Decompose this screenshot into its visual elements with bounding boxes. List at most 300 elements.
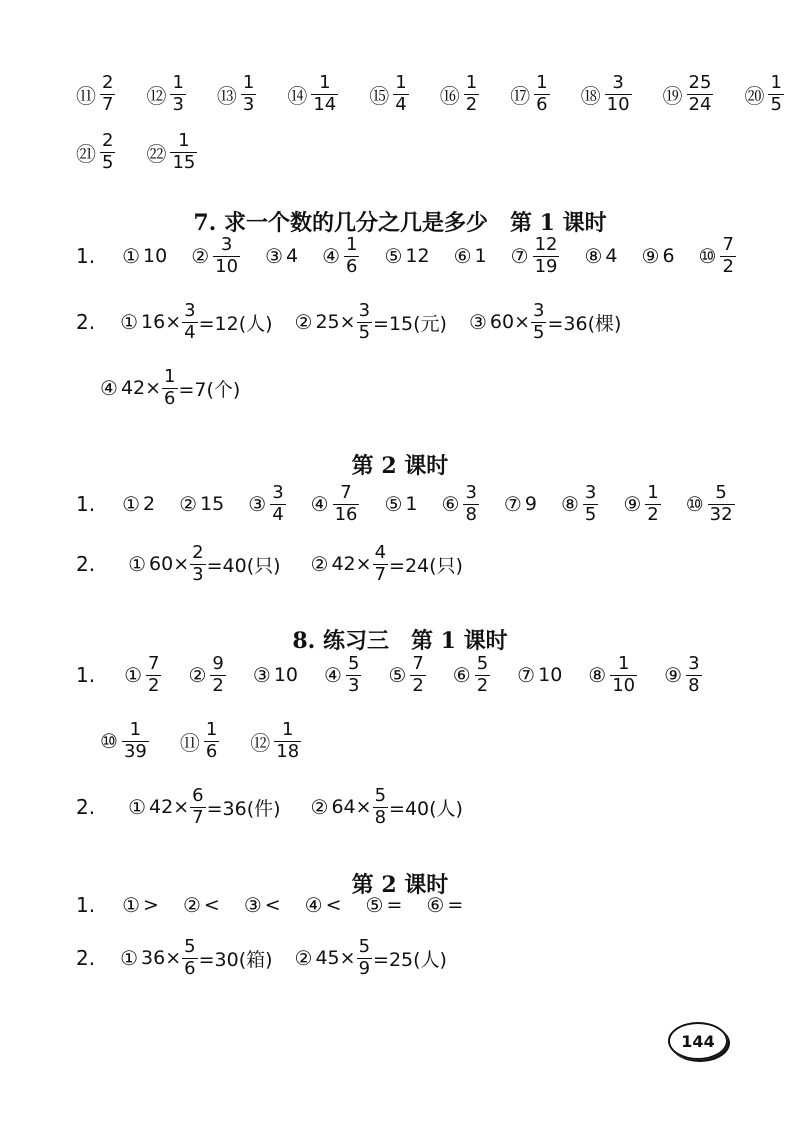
answer-item — [439, 71, 480, 115]
answer-text: =36(棵) — [547, 312, 622, 335]
answer-item — [100, 718, 150, 762]
page-number: 144 — [681, 1031, 715, 1051]
numerator: 1 — [164, 365, 176, 387]
answer-item — [76, 310, 98, 334]
item-number: ⑨ — [641, 244, 660, 268]
answer-text: =40(只) — [206, 554, 281, 577]
answer-item — [310, 481, 361, 525]
answer-item — [248, 481, 286, 525]
denominator: 10 — [612, 674, 636, 696]
denominator: 7 — [374, 563, 387, 585]
answer-text: 15 — [200, 493, 225, 515]
denominator: 5 — [770, 93, 782, 115]
item-number: ⑧ — [588, 663, 607, 687]
denominator: 6 — [536, 93, 548, 115]
answer-item — [128, 541, 281, 585]
answer-text: 4 — [286, 245, 299, 267]
item-number: ② — [310, 795, 329, 819]
numerator: 1 — [178, 129, 190, 151]
fraction — [373, 541, 388, 585]
answer-item — [642, 244, 675, 268]
fraction — [190, 784, 205, 828]
denominator: 39 — [123, 740, 147, 762]
answer-item — [366, 893, 403, 917]
answer-line — [76, 226, 740, 286]
answer-item — [384, 244, 429, 268]
numerator: 3 — [358, 299, 371, 321]
answer-text: > — [143, 894, 159, 916]
item-number: 2. — [76, 946, 96, 970]
answer-item — [324, 652, 362, 696]
fraction — [768, 71, 783, 115]
answer-item — [504, 492, 537, 516]
numerator: 1 — [465, 71, 478, 93]
fraction — [170, 71, 185, 115]
numerator: 1 — [395, 71, 407, 93]
denominator: 7 — [102, 93, 114, 115]
answer-item — [76, 795, 98, 819]
denominator: 5 — [102, 151, 114, 173]
answer-text: 10 — [538, 664, 563, 686]
answer-item — [698, 233, 737, 277]
answer-item — [685, 481, 736, 525]
denominator: 19 — [534, 255, 558, 277]
numerator: 1 — [647, 481, 659, 503]
numerator: 1 — [617, 652, 630, 674]
numerator: 7 — [340, 481, 352, 503]
answer-item — [250, 718, 302, 762]
denominator: 3 — [347, 674, 360, 696]
answer-line — [76, 777, 740, 837]
item-number: ⑬ — [216, 83, 237, 108]
fraction — [204, 718, 219, 762]
item-number: 1. — [76, 893, 96, 917]
numerator: 1 — [282, 718, 294, 740]
answer-item — [388, 652, 426, 696]
item-number: ㉒ — [146, 141, 167, 166]
denominator: 3 — [192, 563, 204, 585]
denominator: 2 — [722, 255, 734, 277]
numerator: 1 — [319, 71, 331, 93]
fraction — [190, 541, 205, 585]
denominator: 2 — [465, 93, 478, 115]
denominator: 15 — [172, 151, 196, 173]
answer-item — [662, 71, 715, 115]
item-number: ① — [128, 795, 147, 819]
section-heading: 8. 练习三 第 1 课时 — [292, 628, 508, 654]
answer-item — [287, 71, 339, 115]
answer-text: 42× — [149, 796, 190, 818]
answer-item — [253, 663, 298, 687]
answer-text: < — [203, 894, 220, 916]
answer-item — [124, 652, 162, 696]
item-number: ⑦ — [510, 244, 529, 268]
fraction — [464, 71, 479, 115]
item-number: ⑩ — [698, 244, 717, 268]
answer-item — [580, 71, 633, 115]
fraction — [100, 129, 115, 173]
item-number: ⑪ — [76, 83, 96, 108]
fraction — [270, 481, 285, 525]
answer-text: =24(只) — [389, 554, 463, 577]
denominator: 5 — [358, 321, 371, 343]
item-number: ② — [179, 492, 198, 516]
answer-item — [146, 71, 186, 115]
answer-item — [76, 663, 98, 687]
item-number: ③ — [468, 310, 487, 334]
fraction — [463, 481, 478, 525]
answer-item — [76, 893, 98, 917]
fraction — [146, 652, 161, 696]
answer-text: < — [325, 894, 342, 916]
answer-text: = — [386, 894, 403, 916]
numerator: 3 — [184, 299, 196, 321]
page-number-badge — [668, 1022, 728, 1060]
item-number: ⑯ — [439, 83, 460, 108]
answer-line — [76, 122, 740, 182]
answer-item — [305, 893, 342, 917]
item-number: ⑦ — [503, 492, 522, 516]
answer-item — [128, 784, 281, 828]
item-number: ⑧ — [560, 492, 579, 516]
numerator: 2 — [192, 541, 204, 563]
fraction — [533, 233, 560, 277]
answer-item — [76, 71, 116, 115]
fraction — [333, 481, 360, 525]
answer-text: 60× — [149, 553, 190, 575]
answer-item — [588, 652, 638, 696]
item-number: ⑤ — [384, 244, 403, 268]
fraction — [610, 652, 637, 696]
item-number: ① — [128, 552, 147, 576]
item-number: ③ — [248, 492, 267, 516]
item-number: ④ — [100, 376, 118, 400]
item-number: ② — [310, 552, 329, 576]
item-number: 2. — [76, 552, 96, 576]
fraction — [687, 71, 714, 115]
numerator: 1 — [346, 233, 358, 255]
numerator: 2 — [102, 71, 114, 93]
answer-text: < — [264, 894, 281, 916]
answer-item — [584, 244, 617, 268]
answer-text: =15(元) — [373, 312, 447, 335]
answer-item — [216, 71, 257, 115]
item-number: ④ — [304, 893, 323, 917]
denominator: 3 — [172, 93, 184, 115]
numerator: 25 — [688, 71, 712, 93]
answer-text: 42× — [331, 553, 372, 575]
answer-line — [76, 474, 740, 534]
numerator: 3 — [272, 481, 284, 503]
denominator: 4 — [272, 503, 284, 525]
fraction — [475, 652, 490, 696]
denominator: 32 — [709, 503, 733, 525]
answer-item — [179, 492, 224, 516]
fraction — [241, 71, 256, 115]
answer-text: =30(箱) — [198, 948, 273, 971]
denominator: 8 — [374, 806, 387, 828]
answer-item — [468, 299, 622, 343]
item-number: ② — [188, 663, 207, 687]
answer-line — [76, 645, 740, 705]
item-number: ⑤ — [388, 663, 407, 687]
answer-line — [76, 711, 740, 771]
fraction — [531, 299, 546, 343]
answer-text: =12(人) — [198, 312, 273, 335]
denominator: 10 — [215, 255, 239, 277]
answer-item — [100, 365, 241, 409]
numerator: 5 — [347, 652, 360, 674]
answer-line — [76, 292, 740, 352]
fraction — [393, 71, 408, 115]
fraction — [583, 481, 598, 525]
answer-item — [146, 129, 198, 173]
answer-text: 25× — [315, 311, 356, 333]
answer-item — [294, 299, 447, 343]
numerator: 3 — [584, 481, 597, 503]
numerator: 6 — [192, 784, 204, 806]
answer-item — [76, 129, 116, 173]
item-number: ② — [182, 893, 201, 917]
numerator: 1 — [172, 71, 184, 93]
numerator: 5 — [374, 784, 387, 806]
item-number: ① — [122, 893, 141, 917]
numerator: 1 — [205, 718, 218, 740]
fraction — [182, 299, 197, 343]
denominator: 6 — [346, 255, 358, 277]
item-number: ③ — [252, 663, 271, 687]
numerator: 5 — [184, 935, 196, 957]
answer-text: 10 — [273, 664, 298, 686]
item-number: ① — [120, 946, 139, 970]
fraction — [122, 718, 149, 762]
fraction — [344, 233, 359, 277]
answer-item — [265, 244, 298, 268]
answer-line — [76, 875, 740, 935]
item-number: ⑫ — [250, 730, 271, 755]
denominator: 24 — [688, 93, 712, 115]
item-number: ② — [294, 310, 313, 334]
denominator: 10 — [606, 93, 630, 115]
item-number: ⑦ — [517, 663, 536, 687]
fraction — [346, 652, 361, 696]
answer-text: 9 — [524, 493, 537, 515]
denominator: 8 — [465, 503, 477, 525]
answer-text: 60× — [489, 311, 531, 333]
numerator: 1 — [129, 718, 142, 740]
answer-item — [510, 233, 561, 277]
item-number: ⑪ — [179, 730, 200, 755]
denominator: 14 — [313, 93, 337, 115]
item-number: ③ — [265, 244, 283, 268]
item-number: ⑱ — [580, 83, 601, 108]
fraction — [213, 233, 240, 277]
item-number: ⑨ — [623, 492, 642, 516]
item-number: ④ — [322, 244, 341, 268]
answer-item — [452, 652, 491, 696]
item-number: ④ — [310, 492, 329, 516]
answer-text: 42× — [120, 377, 162, 399]
denominator: 2 — [148, 674, 160, 696]
answer-text: 36× — [141, 947, 182, 969]
denominator: 6 — [164, 387, 176, 409]
answer-text: 2 — [143, 493, 156, 515]
answer-item — [188, 652, 226, 696]
denominator: 2 — [212, 674, 224, 696]
denominator: 5 — [584, 503, 597, 525]
answer-item — [310, 541, 463, 585]
denominator: 8 — [688, 674, 700, 696]
numerator: 12 — [534, 233, 558, 255]
answer-item — [664, 652, 702, 696]
answer-item — [426, 893, 463, 917]
fraction — [170, 129, 197, 173]
numerator: 1 — [242, 71, 255, 93]
answer-item — [517, 663, 562, 687]
numerator: 3 — [688, 652, 700, 674]
answer-text: 45× — [315, 947, 356, 969]
item-number: ① — [122, 492, 141, 516]
denominator: 5 — [533, 321, 545, 343]
answer-text: 12 — [405, 245, 430, 267]
fraction — [605, 71, 632, 115]
answer-text: 16× — [141, 311, 182, 333]
answer-item — [510, 71, 550, 115]
item-number: ① — [120, 310, 139, 334]
numerator: 9 — [212, 652, 224, 674]
answer-item — [384, 492, 417, 516]
answer-item — [76, 244, 98, 268]
section-heading: 第 2 课时 — [351, 453, 449, 479]
denominator: 18 — [276, 740, 300, 762]
denominator: 2 — [412, 674, 424, 696]
item-number: 1. — [76, 492, 96, 516]
item-number: ㉑ — [76, 141, 96, 166]
item-number: 2. — [76, 795, 96, 819]
denominator: 4 — [395, 93, 407, 115]
numerator: 4 — [374, 541, 387, 563]
section-heading: 第 2 课时 — [351, 872, 449, 898]
answer-item — [179, 718, 220, 762]
answer-item — [454, 244, 487, 268]
item-number: ② — [294, 946, 313, 970]
item-number: ⑩ — [100, 729, 118, 753]
answer-item — [183, 893, 220, 917]
numerator: 3 — [465, 481, 477, 503]
item-number: ⑮ — [369, 83, 390, 108]
numerator: 7 — [148, 652, 160, 674]
item-number: 2. — [76, 310, 96, 334]
numerator: 5 — [715, 481, 727, 503]
item-number: ② — [191, 244, 210, 268]
answer-text: =25(人) — [373, 948, 447, 971]
fraction — [373, 784, 388, 828]
numerator: 3 — [612, 71, 624, 93]
numerator: 7 — [412, 652, 424, 674]
answer-text: =7(个) — [178, 378, 241, 401]
answer-text: 1 — [405, 493, 418, 515]
item-number: ⑥ — [452, 663, 471, 687]
fraction — [357, 299, 372, 343]
item-number: ⑥ — [453, 244, 472, 268]
item-number: ⑤ — [384, 492, 403, 516]
answer-text: =40(人) — [389, 797, 463, 820]
answer-text: = — [447, 894, 464, 916]
section-heading: 7. 求一个数的几分之几是多少 第 1 课时 — [193, 210, 607, 236]
item-number: ③ — [243, 893, 262, 917]
numerator: 7 — [722, 233, 734, 255]
denominator: 4 — [184, 321, 196, 343]
answer-line — [76, 64, 782, 124]
item-number: ⑭ — [287, 83, 308, 108]
fraction — [708, 481, 735, 525]
item-number: ⑤ — [365, 893, 384, 917]
fraction — [645, 481, 660, 525]
answer-text: 6 — [662, 245, 675, 267]
answer-text: 1 — [474, 245, 487, 267]
answer-text: 4 — [605, 245, 618, 267]
fraction — [311, 71, 338, 115]
item-number: ① — [124, 663, 143, 687]
answer-item — [294, 935, 447, 979]
fraction — [686, 652, 701, 696]
fraction — [100, 71, 115, 115]
answer-item — [441, 481, 480, 525]
denominator: 7 — [192, 806, 204, 828]
answer-line — [76, 534, 740, 594]
numerator: 3 — [533, 299, 545, 321]
fraction — [357, 935, 372, 979]
fraction — [410, 652, 425, 696]
answer-text: 64× — [331, 796, 372, 818]
item-number: ⑨ — [664, 663, 683, 687]
denominator: 6 — [184, 957, 196, 979]
item-number: ① — [122, 244, 141, 268]
numerator: 5 — [358, 935, 371, 957]
answer-text: =36(件) — [206, 797, 281, 820]
numerator: 1 — [770, 71, 782, 93]
answer-item — [122, 893, 159, 917]
numerator: 2 — [102, 129, 114, 151]
fraction — [182, 935, 197, 979]
item-number: ⑥ — [441, 492, 460, 516]
item-number: ⑧ — [584, 244, 603, 268]
answer-item — [744, 71, 784, 115]
item-number: ⑳ — [744, 83, 765, 108]
denominator: 3 — [242, 93, 255, 115]
item-number: ⑩ — [685, 492, 704, 516]
item-number: ⑫ — [146, 83, 167, 108]
numerator: 1 — [536, 71, 548, 93]
answer-item — [122, 492, 155, 516]
denominator: 2 — [647, 503, 659, 525]
answer-item — [122, 244, 167, 268]
fraction — [274, 718, 301, 762]
fraction — [162, 365, 177, 409]
numerator: 3 — [220, 233, 233, 255]
answer-item — [191, 233, 241, 277]
answer-item — [76, 552, 98, 576]
item-number: 1. — [76, 663, 96, 687]
item-number: ⑰ — [510, 83, 531, 108]
item-number: ⑲ — [662, 83, 683, 108]
answer-item — [369, 71, 409, 115]
denominator: 6 — [205, 740, 218, 762]
answer-item — [76, 492, 98, 516]
answer-item — [120, 299, 273, 343]
item-number: 1. — [76, 244, 96, 268]
answer-item — [560, 481, 599, 525]
